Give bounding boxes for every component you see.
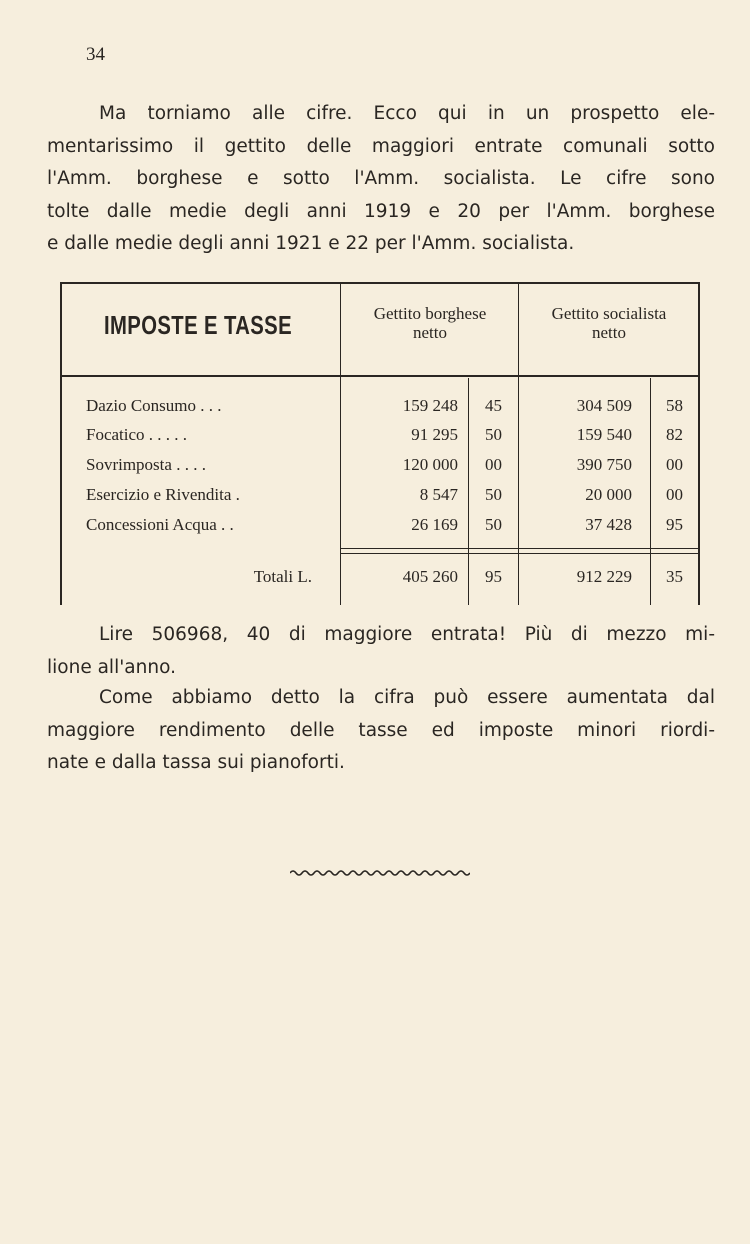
column-header-line: netto	[592, 323, 626, 342]
borghese-cent: 50	[485, 485, 502, 504]
text-line: Ma torniamo alle cifre. Ecco qui in un prospetto ele-	[99, 103, 715, 124]
text-line: tolte dalle medie degli anni 1919 e 20 per l'Amm. borghese	[47, 200, 715, 222]
page-number: 34	[86, 44, 105, 65]
text-line: maggiore rendimento delle tasse ed imposte minori riordi-	[47, 719, 715, 741]
total-borghese-cent: 95	[485, 567, 502, 586]
column-header-socialista	[520, 304, 698, 342]
total-socialista-cent: 35	[666, 567, 683, 586]
total-socialista-lire: 912 229	[576, 567, 632, 586]
table-left-rule	[60, 282, 62, 605]
totals-rule	[340, 548, 698, 549]
borghese-cent: 50	[485, 515, 502, 534]
socialista-lire: 37 428	[585, 515, 632, 534]
paragraph-summary	[47, 619, 715, 684]
socialista-cent: 82	[666, 425, 683, 444]
revenue-table	[0, 0, 750, 620]
socialista-lire: 304 509	[576, 396, 632, 415]
column-header-line: Gettito borghese	[373, 304, 487, 323]
total-borghese-lire: 405 260	[402, 567, 458, 586]
totals-label: Totali L.	[253, 567, 312, 586]
paragraph-conclusion	[47, 682, 715, 780]
socialista-cent: 95	[666, 515, 683, 534]
row-label: Esercizio e Rivendita .	[86, 485, 240, 504]
text-line: nate e dalla tassa sui pianoforti.	[47, 752, 345, 773]
row-label: Dazio Consumo . . .	[86, 396, 222, 415]
row-label: Focatico . . . . .	[86, 425, 188, 444]
borghese-cent: 00	[485, 455, 502, 474]
text-line: l'Amm. borghese e sotto l'Amm. socialista. Le cifre sono	[47, 168, 715, 189]
column-header-borghese	[342, 304, 518, 342]
socialista-cent: 58	[666, 396, 683, 415]
table-top-rule	[62, 282, 698, 284]
borghese-lire: 159 248	[402, 396, 458, 415]
borghese-lire: 91 295	[411, 425, 458, 444]
row-label: Sovrimposta . . . .	[86, 455, 206, 474]
totals-rule	[340, 553, 698, 554]
column-header-line: netto	[413, 323, 447, 342]
borghese-cent: 50	[485, 425, 502, 444]
borghese-lire: 26 169	[411, 515, 458, 534]
table-right-rule	[698, 282, 700, 605]
borghese-cent: 45	[485, 396, 502, 415]
text-line: Lire 506968, 40 di maggiore entrata! Più di mezzo mi-	[99, 624, 715, 645]
row-label: Concessioni Acqua . .	[86, 515, 234, 534]
socialista-lire: 20 000	[585, 485, 632, 504]
column-header-line: Gettito socialista	[551, 304, 667, 323]
socialista-lire: 159 540	[576, 425, 632, 444]
wavy-divider-ornament	[290, 868, 470, 878]
table-header-rule	[62, 375, 698, 377]
socialista-cent: 00	[666, 455, 683, 474]
socialista-lire: 390 750	[576, 455, 632, 474]
borghese-lire: 8 547	[419, 485, 458, 504]
text-line: mentarissimo il gettito delle maggiori entrate comunali sotto	[47, 135, 715, 157]
text-line: lione all'anno.	[47, 656, 176, 678]
borghese-lire: 120 000	[402, 455, 458, 474]
text-line: Come abbiamo detto la cifra può essere aumentata dal	[99, 687, 715, 708]
table-title: IMPOSTE E TASSE	[103, 310, 293, 340]
socialista-cent: 00	[666, 485, 683, 504]
text-line: e dalle medie degli anni 1921 e 22 per l'Amm. socialista.	[47, 233, 575, 254]
